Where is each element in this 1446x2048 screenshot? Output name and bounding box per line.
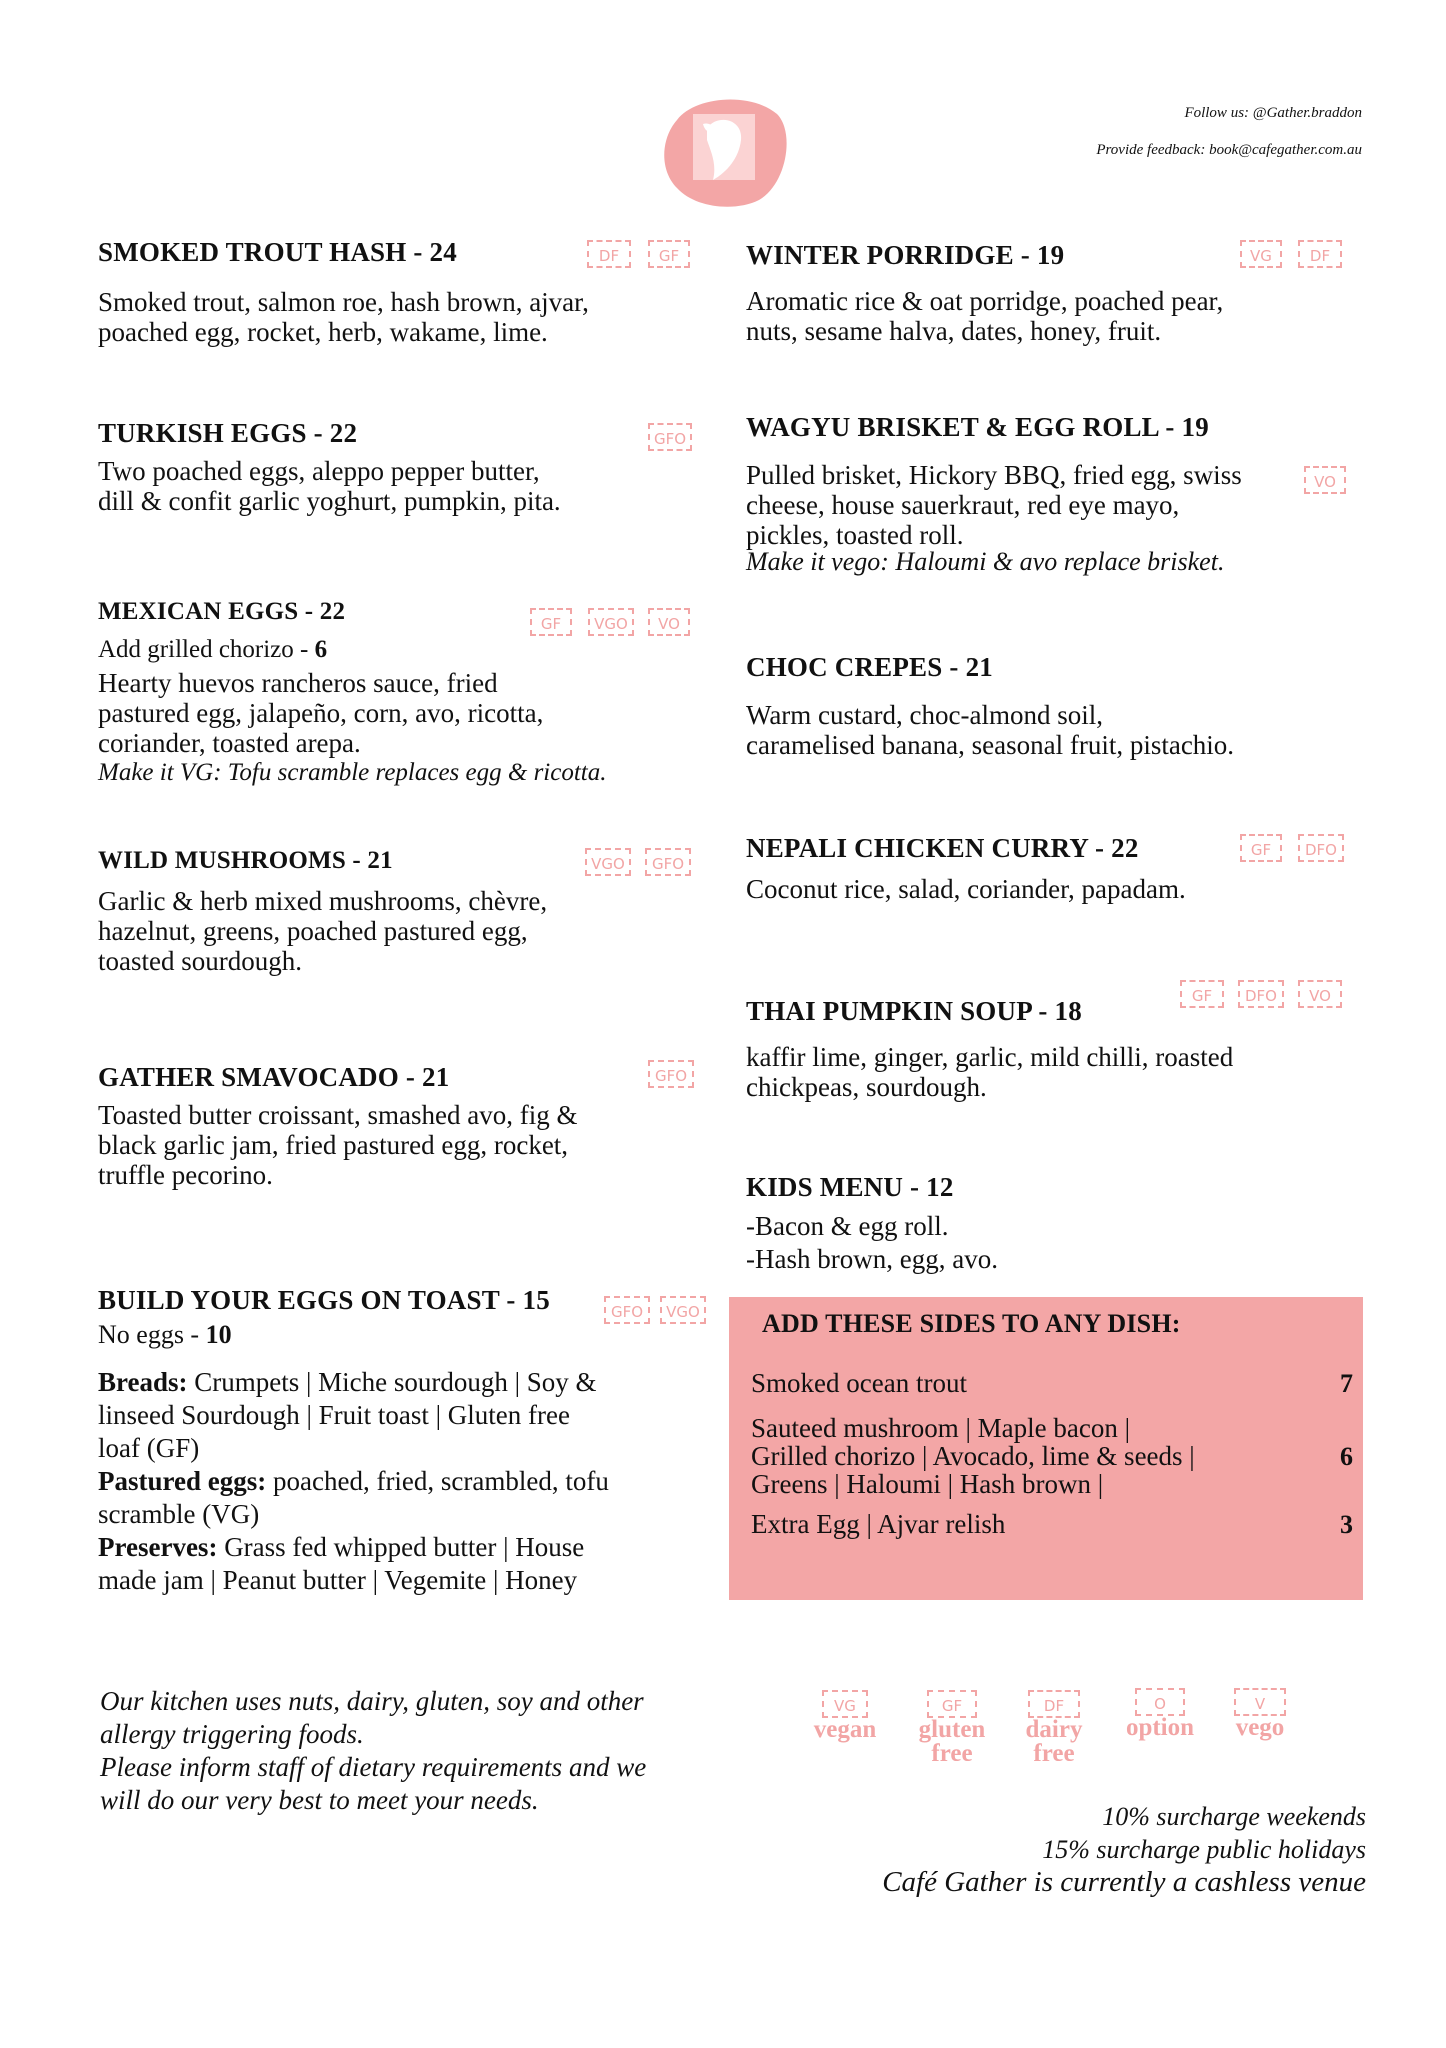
badge-vo: VO <box>1298 980 1342 1008</box>
dish-title: GATHER SMAVOCADO - 21 <box>98 1062 450 1092</box>
badge-gfo: GFO <box>648 423 692 451</box>
side-price: 3 <box>1340 1510 1353 1539</box>
legend-gluten-free: GF gluten free <box>902 1690 1002 1766</box>
legend-vego: V vego <box>1210 1688 1310 1740</box>
build-options: Breads: Crumpets | Miche sourdough | Soy & linseed Sourdough | Fruit toast | Gluten free loaf (GF) Pastured eggs: poached, fried, scrambled, tofu scramble (VG) Preserves: Grass fed whipped butter | House made jam | Peanut butter | Vegemite | Honey <box>98 1367 609 1595</box>
dish-description: Pulled brisket, Hickory BBQ, fried egg, swiss cheese, house sauerkraut, red eye mayo, pickles, toasted roll. <box>746 460 1242 550</box>
badge-dfo: DFO <box>1238 980 1284 1008</box>
badge-gfo: GFO <box>648 1060 694 1088</box>
side-item: Smoked ocean trout <box>751 1368 967 1398</box>
dish-description: Warm custard, choc-almond soil, caramelised banana, seasonal fruit, pistachio. <box>746 700 1235 760</box>
follow-text: Follow us: @Gather.braddon <box>1184 105 1362 121</box>
dish-title: WINTER PORRIDGE - 19 <box>746 240 1065 270</box>
dish-title: WAGYU BRISKET & EGG ROLL - 19 <box>746 412 1209 442</box>
feedback-text: Provide feedback: book@cafegather.com.au <box>1096 142 1362 158</box>
badge-vgo: VGO <box>585 848 631 876</box>
dish-addon: No eggs - 10 <box>98 1320 232 1349</box>
sides-title: ADD THESE SIDES TO ANY DISH: <box>762 1309 1181 1338</box>
badge-gf: GF <box>530 608 572 636</box>
side-item: Extra Egg | Ajvar relish <box>751 1509 1006 1539</box>
dish-description: Two poached eggs, aleppo pepper butter, dill & confit garlic yoghurt, pumpkin, pita. <box>98 456 561 516</box>
dish-title: KIDS MENU - 12 <box>746 1172 954 1202</box>
dish-title: MEXICAN EGGS - 22 <box>98 598 346 625</box>
badge-vo: VO <box>1304 466 1346 494</box>
badge-vgo: VGO <box>588 608 634 636</box>
side-price: 7 <box>1340 1369 1353 1398</box>
dish-description: Hearty huevos rancheros sauce, fried pastured egg, jalapeño, corn, avo, ricotta, coriander, toasted arepa. <box>98 668 544 758</box>
dish-description: -Bacon & egg roll. -Hash brown, egg, avo. <box>746 1211 998 1274</box>
badge-df: DF <box>1298 240 1342 268</box>
legend-dairy-free: DF dairy free <box>1004 1690 1104 1766</box>
badge-df: DF <box>587 240 631 268</box>
badge-gf: GF <box>1240 834 1282 862</box>
leaf-logo-icon <box>655 92 791 210</box>
dish-title: TURKISH EGGS - 22 <box>98 418 358 448</box>
surcharge-notice: 10% surcharge weekends 15% surcharge public holidays Café Gather is currently a cashless venue <box>882 1802 1366 1898</box>
badge-vg: VG <box>1240 240 1282 268</box>
dish-note: Make it vego: Haloumi & avo replace brisket. <box>746 547 1225 576</box>
dish-description: Smoked trout, salmon roe, hash brown, ajvar, poached egg, rocket, herb, wakame, lime. <box>98 287 589 347</box>
legend-vegan: VG vegan <box>795 1690 895 1742</box>
dish-description: Garlic & herb mixed mushrooms, chèvre, hazelnut, greens, poached pastured egg, toasted sourdough. <box>98 886 548 976</box>
dish-title: CHOC CREPES - 21 <box>746 652 993 682</box>
side-price: 6 <box>1340 1442 1353 1471</box>
allergy-notice: Our kitchen uses nuts, dairy, gluten, soy and other allergy triggering foods. Please inform staff of dietary requirements and we will do our very best to meet your needs. <box>100 1686 647 1815</box>
cafe-logo <box>655 92 791 210</box>
badge-gfo: GFO <box>604 1296 650 1324</box>
badge-vo: VO <box>648 608 690 636</box>
badge-gfo: GFO <box>645 848 691 876</box>
dish-title: NEPALI CHICKEN CURRY - 22 <box>746 833 1139 863</box>
dish-description: kaffir lime, ginger, garlic, mild chilli, roasted chickpeas, sourdough. <box>746 1042 1234 1102</box>
side-item: Sauteed mushroom | Maple bacon | Grilled chorizo | Avocado, lime & seeds | Greens | Haloumi | Hash brown | <box>751 1413 1195 1499</box>
dish-description: Coconut rice, salad, coriander, papadam. <box>746 874 1186 904</box>
dish-note: Make it VG: Tofu scramble replaces egg & ricotta. <box>98 759 607 786</box>
dish-title: WILD MUSHROOMS - 21 <box>98 847 393 874</box>
dish-title: THAI PUMPKIN SOUP - 18 <box>746 996 1082 1026</box>
dish-description: Aromatic rice & oat porridge, poached pear, nuts, sesame halva, dates, honey, fruit. <box>746 286 1224 346</box>
dish-description: Toasted butter croissant, smashed avo, fig & black garlic jam, fried pastured egg, rocket, truffle pecorino. <box>98 1100 578 1190</box>
dish-title: BUILD YOUR EGGS ON TOAST - 15 <box>98 1285 550 1315</box>
dish-title: SMOKED TROUT HASH - 24 <box>98 237 457 267</box>
badge-dfo: DFO <box>1298 834 1344 862</box>
badge-gf: GF <box>648 240 690 268</box>
sides-panel <box>729 1297 1363 1600</box>
badge-vgo: VGO <box>660 1296 706 1324</box>
badge-gf: GF <box>1180 980 1224 1008</box>
legend-option: O option <box>1110 1688 1210 1740</box>
dish-addon: Add grilled chorizo - 6 <box>98 636 328 663</box>
